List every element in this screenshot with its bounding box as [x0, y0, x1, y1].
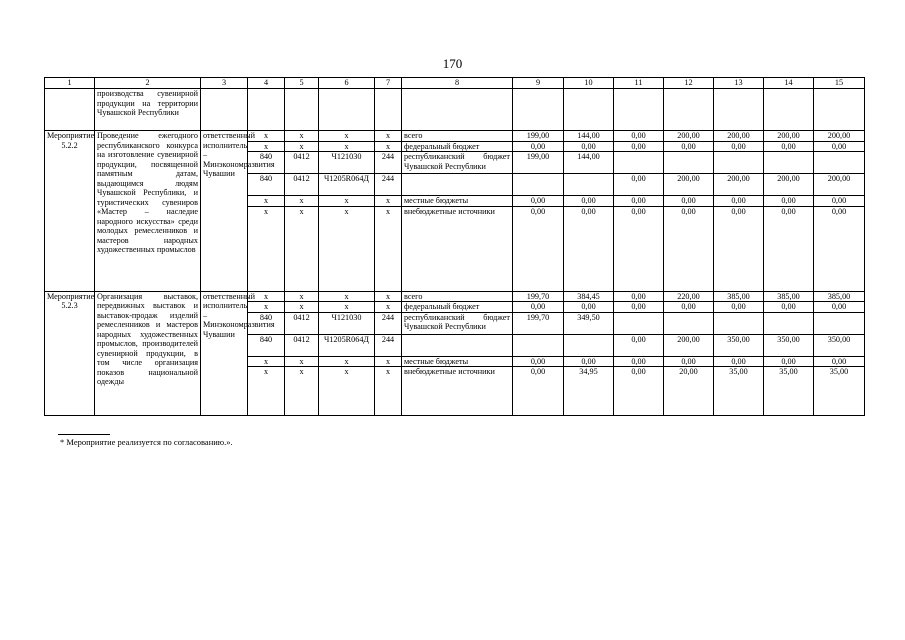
- amount: 0,00: [814, 206, 865, 291]
- column-header: 10: [564, 78, 614, 89]
- amount: 0,00: [614, 131, 664, 142]
- budget-code: 244: [375, 174, 402, 196]
- amount: 35,00: [764, 367, 814, 416]
- funding-source: федеральный бюджет: [402, 141, 513, 152]
- amount: 199,70: [513, 312, 564, 334]
- column-header: 5: [285, 78, 319, 89]
- budget-code: x: [285, 302, 319, 313]
- budget-code: x: [285, 291, 319, 302]
- amount: [513, 334, 564, 356]
- amount: 0,00: [513, 206, 564, 291]
- amount: 0,00: [714, 196, 764, 207]
- amount: 0,00: [564, 196, 614, 207]
- amount: 200,00: [714, 131, 764, 142]
- budget-code: x: [375, 356, 402, 367]
- amount: 35,00: [814, 367, 865, 416]
- amount: 350,00: [714, 334, 764, 356]
- budget-code: x: [375, 131, 402, 142]
- budget-code: 0412: [285, 312, 319, 334]
- amount: 0,00: [614, 302, 664, 313]
- column-header: 2: [95, 78, 201, 89]
- funding-source: республиканский бюджет Чувашской Республики: [402, 312, 513, 334]
- budget-code: 0412: [285, 152, 319, 174]
- budget-code: 0412: [285, 174, 319, 196]
- budget-code: Ч1205R064Д: [319, 334, 375, 356]
- budget-code: x: [285, 356, 319, 367]
- amount: 0,00: [814, 302, 865, 313]
- amount: [814, 152, 865, 174]
- amount: [714, 152, 764, 174]
- funding-source: федеральный бюджет: [402, 302, 513, 313]
- amount: 0,00: [764, 302, 814, 313]
- event-responsible: ответственный исполнитель – Минэкономразвития Чувашии: [201, 291, 248, 416]
- amount: 0,00: [614, 206, 664, 291]
- amount: 0,00: [614, 174, 664, 196]
- funding-source: всего: [402, 291, 513, 302]
- amount: [664, 152, 714, 174]
- amount: 0,00: [664, 302, 714, 313]
- budget-code: 244: [375, 312, 402, 334]
- amount: 385,00: [764, 291, 814, 302]
- amount: 0,00: [513, 367, 564, 416]
- column-header: 15: [814, 78, 865, 89]
- budget-code: x: [375, 196, 402, 207]
- amount: [814, 312, 865, 334]
- amount: 0,00: [513, 356, 564, 367]
- budget-code: 244: [375, 334, 402, 356]
- budget-code: x: [319, 367, 375, 416]
- amount: 199,00: [513, 152, 564, 174]
- budget-code: x: [285, 196, 319, 207]
- amount: 349,50: [564, 312, 614, 334]
- budget-code: x: [285, 141, 319, 152]
- budget-code: Ч1205R064Д: [319, 174, 375, 196]
- amount: 0,00: [614, 356, 664, 367]
- funding-source: [402, 334, 513, 356]
- budget-code: x: [375, 367, 402, 416]
- funding-source: всего: [402, 131, 513, 142]
- event-description: Организация выставок, передвижных выставок и выставок-продаж изделий ремесленников и мастеров народных художественных промыслов, производителей сувенирной продукции, в том числе организация показов национальной одежды: [95, 291, 201, 416]
- budget-code: x: [319, 206, 375, 291]
- amount: 384,45: [564, 291, 614, 302]
- column-header: 8: [402, 78, 513, 89]
- amount: 0,00: [664, 356, 714, 367]
- amount: 0,00: [564, 141, 614, 152]
- budget-code: x: [375, 291, 402, 302]
- amount: 0,00: [614, 334, 664, 356]
- amount: 0,00: [664, 141, 714, 152]
- page-number: 170: [442, 56, 463, 71]
- column-header: 7: [375, 78, 402, 89]
- amount: 0,00: [764, 356, 814, 367]
- amount: 200,00: [664, 334, 714, 356]
- amount: 0,00: [714, 302, 764, 313]
- budget-code: x: [319, 131, 375, 142]
- budget-code: 840: [248, 152, 285, 174]
- amount: [614, 312, 664, 334]
- budget-code: x: [248, 196, 285, 207]
- budget-code: 840: [248, 174, 285, 196]
- amount: 35,00: [714, 367, 764, 416]
- column-header: 13: [714, 78, 764, 89]
- amount: 0,00: [764, 141, 814, 152]
- column-header: 14: [764, 78, 814, 89]
- amount: 199,00: [513, 131, 564, 142]
- amount: 200,00: [664, 131, 714, 142]
- continuation-row: [45, 89, 865, 131]
- amount: [513, 174, 564, 196]
- amount: 144,00: [564, 131, 614, 142]
- amount: 0,00: [614, 367, 664, 416]
- funding-source: внебюджетные источники: [402, 206, 513, 291]
- amount: [714, 312, 764, 334]
- amount: 0,00: [564, 302, 614, 313]
- column-header: 4: [248, 78, 285, 89]
- funding-source: местные бюджеты: [402, 196, 513, 207]
- budget-code: x: [375, 206, 402, 291]
- budget-code: Ч121030: [319, 152, 375, 174]
- funding-source: местные бюджеты: [402, 356, 513, 367]
- amount: 0,00: [714, 356, 764, 367]
- budget-code: x: [285, 206, 319, 291]
- amount: 200,00: [664, 174, 714, 196]
- amount: 144,00: [564, 152, 614, 174]
- amount: 200,00: [814, 174, 865, 196]
- amount: 34,95: [564, 367, 614, 416]
- table-row: [45, 131, 865, 142]
- amount: 0,00: [814, 356, 865, 367]
- budget-code: x: [248, 131, 285, 142]
- budget-code: x: [248, 367, 285, 416]
- budget-code: x: [319, 291, 375, 302]
- amount: 0,00: [513, 196, 564, 207]
- column-header: 1: [45, 78, 95, 89]
- amount: 0,00: [614, 196, 664, 207]
- budget-code: x: [319, 302, 375, 313]
- amount: [764, 152, 814, 174]
- budget-code: 840: [248, 334, 285, 356]
- amount: 385,00: [714, 291, 764, 302]
- budget-code: x: [375, 302, 402, 313]
- amount: 0,00: [764, 196, 814, 207]
- amount: 200,00: [714, 174, 764, 196]
- funding-source: [402, 174, 513, 196]
- budget-code: x: [248, 206, 285, 291]
- amount: 20,00: [664, 367, 714, 416]
- amount: 0,00: [714, 206, 764, 291]
- footnote-separator: [58, 434, 110, 435]
- column-header: 12: [664, 78, 714, 89]
- amount: [764, 312, 814, 334]
- budget-code: x: [319, 196, 375, 207]
- amount: 0,00: [513, 302, 564, 313]
- amount: 0,00: [814, 196, 865, 207]
- amount: [564, 334, 614, 356]
- amount: 0,00: [564, 206, 614, 291]
- budget-code: x: [319, 356, 375, 367]
- budget-table: [44, 77, 865, 416]
- amount: 0,00: [513, 141, 564, 152]
- budget-code: x: [285, 131, 319, 142]
- column-header: 6: [319, 78, 375, 89]
- amount: 0,00: [664, 206, 714, 291]
- continuation-text: производства сувенирной продукции на территории Чувашской Республики: [95, 89, 201, 131]
- column-header: 3: [201, 78, 248, 89]
- budget-code: x: [285, 367, 319, 416]
- amount: [614, 152, 664, 174]
- header-row: [45, 78, 865, 89]
- amount: 199,70: [513, 291, 564, 302]
- amount: 200,00: [814, 131, 865, 142]
- amount: 0,00: [814, 141, 865, 152]
- budget-code: 840: [248, 312, 285, 334]
- funding-source: республиканский бюджет Чувашской Республики: [402, 152, 513, 174]
- amount: 220,00: [664, 291, 714, 302]
- funding-source: внебюджетные источники: [402, 367, 513, 416]
- event-label: Мероприятие 5.2.2: [45, 131, 95, 292]
- budget-code: Ч121030: [319, 312, 375, 334]
- column-header: 11: [614, 78, 664, 89]
- table-row: [45, 291, 865, 302]
- budget-code: x: [248, 291, 285, 302]
- amount: 200,00: [764, 174, 814, 196]
- amount: 0,00: [764, 206, 814, 291]
- amount: 350,00: [764, 334, 814, 356]
- event-description: Проведение ежегодного республиканского конкурса на изготовление сувенирной продукции, посвященной памятным датам, выдающимся людям Чувашской Республики, и туристических сувениров «Мастер – наследие народного искусства» среди молодых ремесленников и мастеров народных художественных промыслов: [95, 131, 201, 292]
- budget-code: 244: [375, 152, 402, 174]
- amount: 0,00: [714, 141, 764, 152]
- budget-code: x: [319, 141, 375, 152]
- amount: 0,00: [664, 196, 714, 207]
- amount: 0,00: [614, 291, 664, 302]
- budget-code: x: [248, 356, 285, 367]
- amount: 200,00: [764, 131, 814, 142]
- amount: 0,00: [564, 356, 614, 367]
- event-label: Мероприятие 5.2.3: [45, 291, 95, 416]
- amount: [564, 174, 614, 196]
- footnote: * Мероприятие реализуется по согласованию.».: [60, 437, 233, 447]
- budget-code: x: [248, 302, 285, 313]
- amount: 0,00: [614, 141, 664, 152]
- amount: [664, 312, 714, 334]
- budget-code: x: [248, 141, 285, 152]
- amount: 385,00: [814, 291, 865, 302]
- budget-code: x: [375, 141, 402, 152]
- column-header: 9: [513, 78, 564, 89]
- amount: 350,00: [814, 334, 865, 356]
- event-responsible: ответственный исполнитель – Минэкономразвития Чувашии: [201, 131, 248, 292]
- budget-code: 0412: [285, 334, 319, 356]
